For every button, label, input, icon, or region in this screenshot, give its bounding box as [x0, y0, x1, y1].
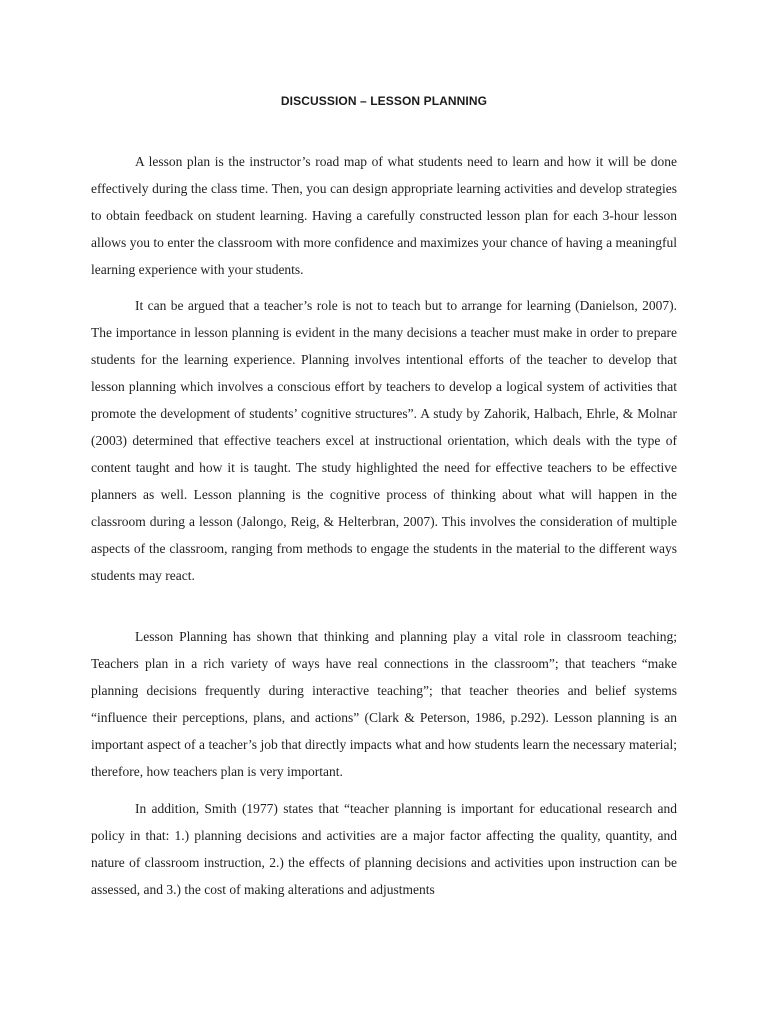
paragraph-4: In addition, Smith (1977) states that “teacher planning is important for educational research and policy in that: 1.) planning decisions and activities are a major factor affecting the quality, quantity, and nature of classroom instruction, 2.) the effects of planning decisions and activities upon instruction can be assessed, and 3.) the cost of making alterations and adjustments: [91, 801, 677, 897]
page-title: DISCUSSION – LESSON PLANNING: [280, 94, 488, 108]
paragraph-2: It can be argued that a teacher’s role is not to teach but to arrange for learning (Danielson, 2007). The importance in lesson planning is evident in the many decisions a teacher must make in order to prepare students for the learning experience. Planning involves intentional efforts of the teacher to develop that lesson planning which involves a conscious effort by teachers to develop a logical system of activities that promote the development of students’ cognitive structures”. A study by Zahorik, Halbach, Ehrle, & Molnar (2003) determined that effective teachers excel at instructional orientation, which deals with the type of content taught and how it is taught. The study highlighted the need for effective teachers to be effective planners as well. Lesson planning is the cognitive process of thinking about what will happen in the classroom during a lesson (Jalongo, Reig, & Helterbran, 2007). This involves the consideration of multiple aspects of the classroom, ranging from methods to engage the students in the material to the different ways students may react.: [91, 298, 677, 583]
paragraph-3: Lesson Planning has shown that thinking and planning play a vital role in classroom teaching; Teachers plan in a rich variety of ways have real connections in the classroom”; that teachers “make planning decisions frequently during interactive teaching”; that teacher theories and belief systems “influence their perceptions, plans, and actions” (Clark & Peterson, 1986, p.292). Lesson planning is an important aspect of a teacher’s job that directly impacts what and how students learn the necessary material; therefore, how teachers plan is very important.: [91, 629, 677, 779]
paragraph-1: A lesson plan is the instructor’s road map of what students need to learn and how it will be done effectively during the class time. Then, you can design appropriate learning activities and develop strategies to obtain feedback on student learning. Having a carefully constructed lesson plan for each 3-hour lesson allows you to enter the classroom with more confidence and maximizes your chance of having a meaningful learning experience with your students.: [91, 154, 677, 277]
